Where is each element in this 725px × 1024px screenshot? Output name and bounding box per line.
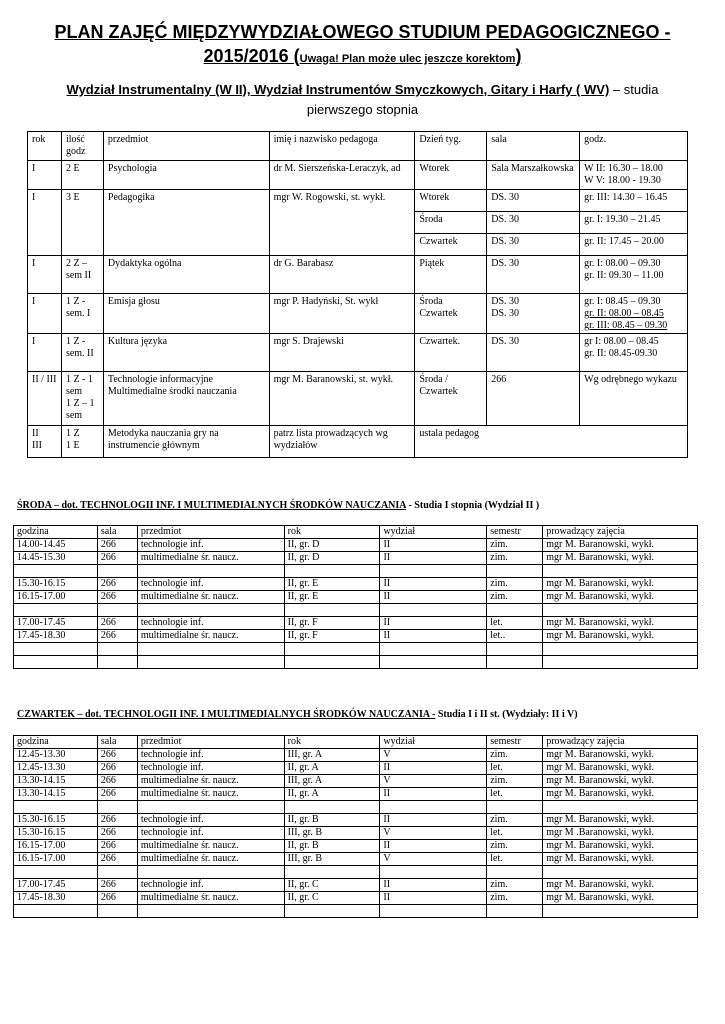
table-cell: 15.30-16.15 (14, 814, 98, 827)
cell: Środa Czwartek (415, 294, 487, 334)
faculty-line2: pierwszego stopnia (306, 102, 419, 117)
thu-header-cell: godzina (14, 736, 98, 749)
wed-header-cell: prowadzący zajęcia (543, 526, 698, 539)
cell: II III (28, 426, 62, 458)
table-row (14, 552, 698, 565)
table-cell: zim. (487, 539, 543, 552)
table-cell: let. (487, 788, 543, 801)
table-cell (543, 801, 698, 814)
table-cell: 17.45-18.30 (14, 630, 98, 643)
table-cell: zim. (487, 840, 543, 853)
cell: Wtorek (415, 190, 487, 212)
cell: Sala Marszałkowska (487, 161, 580, 190)
table-cell: II, gr. E (284, 591, 380, 604)
table-cell: 266 (97, 827, 137, 840)
table-cell: technologie inf. (137, 617, 284, 630)
table-cell: mgr M. Baranowski, wykł. (543, 552, 698, 565)
col-sala: sala (487, 132, 580, 161)
table-cell (137, 905, 284, 918)
table-cell (284, 604, 380, 617)
table-cell: let. (487, 762, 543, 775)
cell: gr. II: 17.45 – 20.00 (580, 234, 688, 256)
time-line: gr. II: 08.00 – 08.45 (584, 308, 664, 319)
faculty-line1 (0, 80, 725, 100)
table-cell (14, 905, 98, 918)
table-cell (487, 565, 543, 578)
table-cell: multimedialne śr. naucz. (137, 788, 284, 801)
table-cell: II (380, 539, 487, 552)
table-row (14, 656, 698, 669)
table-cell: technologie inf. (137, 879, 284, 892)
cell: gr. I: 19.30 – 21.45 (580, 212, 688, 234)
cell: Kultura języka (103, 334, 269, 372)
time-line: gr. I: 08.45 – 09.30 (584, 296, 661, 307)
cell: Czwartek. (415, 334, 487, 372)
table-cell: zim. (487, 591, 543, 604)
title-note: Uwaga! Plan może ulec jeszcze korektom (299, 53, 516, 65)
table-cell: II, gr. F (284, 630, 380, 643)
cell: gr. III: 14.30 – 16.45 (580, 190, 688, 212)
col-rok: rok (28, 132, 62, 161)
table-row (14, 775, 698, 788)
table-row (14, 866, 698, 879)
table-cell (487, 801, 543, 814)
cell: 3 E (61, 190, 103, 256)
table-cell (543, 565, 698, 578)
table-cell: 266 (97, 879, 137, 892)
table-cell: 266 (97, 591, 137, 604)
table-cell (137, 866, 284, 879)
table-cell: II (380, 578, 487, 591)
cell: 1 Z - 1 sem 1 Z – 1 sem (61, 372, 103, 426)
cell: I (28, 334, 62, 372)
table-row (14, 879, 698, 892)
table-row (14, 827, 698, 840)
table-cell: 266 (97, 539, 137, 552)
table-cell: technologie inf. (137, 827, 284, 840)
table-row (14, 801, 698, 814)
table-cell: 17.00-17.45 (14, 617, 98, 630)
table-cell (14, 866, 98, 879)
table-cell (97, 604, 137, 617)
cell: Środa (415, 212, 487, 234)
cell: dr G. Barabasz (269, 256, 415, 294)
table-cell (543, 656, 698, 669)
table-cell: II, gr. A (284, 762, 380, 775)
table-cell (543, 866, 698, 879)
table-row (28, 294, 688, 334)
thu-header-row (14, 736, 698, 749)
table-cell (487, 656, 543, 669)
table-cell: mgr M. Baranowski, wykł. (543, 578, 698, 591)
table-cell: 17.45-18.30 (14, 892, 98, 905)
table-cell: multimedialne śr. naucz. (137, 591, 284, 604)
table-cell: mgr M. Baranowski, wykł. (543, 892, 698, 905)
table-cell (137, 643, 284, 656)
table-cell (284, 801, 380, 814)
table-cell: 266 (97, 892, 137, 905)
table-cell: 16.15-17.00 (14, 591, 98, 604)
table-cell: II, gr. F (284, 617, 380, 630)
table-row (14, 578, 698, 591)
col-czas: godz. (580, 132, 688, 161)
table-cell (97, 643, 137, 656)
table-row (14, 853, 698, 866)
table-cell (284, 656, 380, 669)
thu-title-rest: Studia I i II st. (Wydziały: II i V) (435, 709, 578, 720)
cell: 266 (487, 372, 580, 426)
table-row (14, 749, 698, 762)
table-cell: mgr M. Baranowski, wykł. (543, 788, 698, 801)
cell: DS. 30 (487, 334, 580, 372)
table-cell (380, 604, 487, 617)
table-cell: 15.30-16.15 (14, 578, 98, 591)
cell: mgr M. Baranowski, st. wykł. (269, 372, 415, 426)
table-cell: 266 (97, 617, 137, 630)
table-row (28, 161, 688, 190)
table-cell (14, 656, 98, 669)
thu-header-cell: rok (284, 736, 380, 749)
table-cell: zim. (487, 879, 543, 892)
table-row (14, 591, 698, 604)
table-cell: technologie inf. (137, 539, 284, 552)
table-cell (380, 866, 487, 879)
table-cell: 266 (97, 814, 137, 827)
table-cell: zim. (487, 552, 543, 565)
cell: 1 Z 1 E (61, 426, 103, 458)
table-cell: 266 (97, 762, 137, 775)
cell: dr M. Sierszeńska-Leraczyk, ad (269, 161, 415, 190)
wed-header-cell: semestr (487, 526, 543, 539)
cell: Technologie informacyjne Multimedialne środki nauczania (103, 372, 269, 426)
table-cell (380, 643, 487, 656)
table-cell: 12.45-13.30 (14, 749, 98, 762)
table-cell: 266 (97, 630, 137, 643)
table-cell: multimedialne śr. naucz. (137, 630, 284, 643)
table-cell: III, gr. A (284, 749, 380, 762)
thu-header-cell: semestr (487, 736, 543, 749)
table-cell: multimedialne śr. naucz. (137, 840, 284, 853)
table-cell: technologie inf. (137, 814, 284, 827)
cell: gr. I: 08.00 – 09.30 gr. II: 09.30 – 11.00 (580, 256, 688, 294)
table-cell: II (380, 630, 487, 643)
wed-header-cell: sala (97, 526, 137, 539)
wed-header-row (14, 526, 698, 539)
col-pedagog: imię i nazwisko pedagoga (269, 132, 415, 161)
table-cell: let. (487, 853, 543, 866)
cell: I (28, 190, 62, 256)
cell: gr I: 08.00 – 08.45 gr. II: 08.45-09.30 (580, 334, 688, 372)
table-cell: II, gr. C (284, 879, 380, 892)
table-cell: II, gr. D (284, 552, 380, 565)
table-cell (380, 801, 487, 814)
table-row (28, 190, 688, 212)
table-cell: III, gr. B (284, 853, 380, 866)
table-cell (543, 604, 698, 617)
table-cell: multimedialne śr. naucz. (137, 775, 284, 788)
table-cell (284, 866, 380, 879)
table-cell (14, 643, 98, 656)
col-przedmiot: przedmiot (103, 132, 269, 161)
table-cell: mgr M. Baranowski, wykł. (543, 762, 698, 775)
table-row (28, 256, 688, 294)
table-cell: multimedialne śr. naucz. (137, 853, 284, 866)
table-cell: III, gr. B (284, 827, 380, 840)
cell: Metodyka nauczania gry na instrumencie głównym (103, 426, 269, 458)
table-cell: mgr M. Baranowski, wykł. (543, 617, 698, 630)
table-cell (543, 643, 698, 656)
table-cell: II, gr. E (284, 578, 380, 591)
table-cell: II, gr. C (284, 892, 380, 905)
main-table-header (28, 132, 688, 161)
table-cell: V (380, 853, 487, 866)
table-cell (487, 866, 543, 879)
table-cell (14, 801, 98, 814)
table-cell: mgr M. Baranowski, wykł. (543, 853, 698, 866)
table-row (14, 762, 698, 775)
table-cell: zim. (487, 892, 543, 905)
time-line: gr. III: 08.45 – 09.30 (584, 320, 668, 331)
table-cell: technologie inf. (137, 749, 284, 762)
cell: I (28, 256, 62, 294)
table-cell: II, gr. A (284, 788, 380, 801)
table-cell: II (380, 762, 487, 775)
table-cell (284, 643, 380, 656)
cell: 2 Z – sem II (61, 256, 103, 294)
cell: Wtorek (415, 161, 487, 190)
table-cell: technologie inf. (137, 578, 284, 591)
thursday-table (13, 735, 698, 918)
table-cell: mgr M. Baranowski, wykł. (543, 749, 698, 762)
table-cell: mgr M. Baranowski, wykł. (543, 840, 698, 853)
cell: Piątek (415, 256, 487, 294)
table-cell: 16.15-17.00 (14, 840, 98, 853)
table-cell (97, 866, 137, 879)
table-cell: zim. (487, 578, 543, 591)
table-cell: II, gr. B (284, 814, 380, 827)
table-cell (487, 604, 543, 617)
wed-header-cell: wydział (380, 526, 487, 539)
table-cell (97, 801, 137, 814)
table-cell (137, 604, 284, 617)
table-cell: let. (487, 827, 543, 840)
table-cell: mgr M. Baranowski, wykł. (543, 814, 698, 827)
wed-title-main: ŚRODA – dot. TECHNOLOGII INF. I MULTIMEDIALNYCH ŚRODKÓW NAUCZANIA (17, 500, 406, 511)
table-cell: zim. (487, 749, 543, 762)
table-cell: V (380, 749, 487, 762)
table-row (28, 334, 688, 372)
table-cell (380, 656, 487, 669)
table-cell: let. (487, 617, 543, 630)
cell: W II: 16.30 – 18.00 W V: 18.00 - 19.30 (580, 161, 688, 190)
table-cell: 14.45-15.30 (14, 552, 98, 565)
main-schedule-table (27, 131, 688, 458)
table-row (14, 840, 698, 853)
table-row (14, 892, 698, 905)
table-cell: let.. (487, 630, 543, 643)
table-cell: zim. (487, 775, 543, 788)
table-row (14, 643, 698, 656)
table-row (14, 630, 698, 643)
table-row (14, 565, 698, 578)
faculty-suffix: – studia (609, 82, 659, 97)
table-cell: 266 (97, 853, 137, 866)
table-cell: technologie inf. (137, 762, 284, 775)
table-cell (543, 905, 698, 918)
table-cell (284, 565, 380, 578)
table-cell: 266 (97, 788, 137, 801)
page-title-line1: PLAN ZAJĘĆ MIĘDZYWYDZIAŁOWEGO STUDIUM PEDAGOGICZNEGO - (54, 22, 671, 42)
table-cell (14, 604, 98, 617)
cell: DS. 30 (487, 256, 580, 294)
table-row (28, 372, 688, 426)
table-cell (97, 905, 137, 918)
table-cell (97, 565, 137, 578)
cell: DS. 30 (487, 190, 580, 212)
table-cell: 17.00-17.45 (14, 879, 98, 892)
table-cell: 12.45-13.30 (14, 762, 98, 775)
col-godz: ilość godz (61, 132, 103, 161)
cell: DS. 30 DS. 30 (487, 294, 580, 334)
title-end: ) (515, 46, 522, 66)
wed-header-cell: godzina (14, 526, 98, 539)
cell: 1 Z - sem. II (61, 334, 103, 372)
table-cell: 13.30-14.15 (14, 775, 98, 788)
cell: Środa / Czwartek (415, 372, 487, 426)
cell: I (28, 161, 62, 190)
table-cell: II (380, 879, 487, 892)
table-cell: II (380, 552, 487, 565)
cell: Emisja głosu (103, 294, 269, 334)
table-row (14, 788, 698, 801)
cell: II / III (28, 372, 62, 426)
table-cell: mgr M .Baranowski, wykł. (543, 827, 698, 840)
title-year: 2015/2016 ( (203, 46, 300, 66)
wed-header-cell: rok (284, 526, 380, 539)
table-row (28, 426, 688, 458)
table-cell: 266 (97, 749, 137, 762)
thu-header-cell: wydział (380, 736, 487, 749)
page-title-line2 (0, 44, 725, 71)
table-cell (137, 656, 284, 669)
thu-header-cell: prowadzący zajęcia (543, 736, 698, 749)
cell: Psychologia (103, 161, 269, 190)
table-cell: multimedialne śr. naucz. (137, 892, 284, 905)
table-cell (380, 905, 487, 918)
cell: mgr W. Rogowski, st. wykł. (269, 190, 415, 256)
table-cell (137, 565, 284, 578)
table-cell: II, gr. B (284, 840, 380, 853)
table-cell: mgr M. Baranowski, wykł. (543, 630, 698, 643)
table-cell (487, 905, 543, 918)
cell: mgr P. Hadyński, St. wykł (269, 294, 415, 334)
table-cell (380, 565, 487, 578)
table-cell: mgr M. Baranowski, wykł. (543, 539, 698, 552)
cell: patrz lista prowadzących wg wydziałów (269, 426, 415, 458)
table-row (14, 617, 698, 630)
cell: Wg odrębnego wykazu (580, 372, 688, 426)
thu-header-cell: sala (97, 736, 137, 749)
cell: Pedagogika (103, 190, 269, 256)
table-cell: 266 (97, 552, 137, 565)
table-cell: II (380, 840, 487, 853)
table-cell: II (380, 892, 487, 905)
thu-section-title (17, 709, 578, 720)
table-cell: V (380, 775, 487, 788)
table-cell: 16.15-17.00 (14, 853, 98, 866)
cell: ustala pedagog (415, 426, 688, 458)
table-cell: II (380, 591, 487, 604)
col-dzien: Dzień tyg. (415, 132, 487, 161)
table-cell: III, gr. A (284, 775, 380, 788)
cell: DS. 30 (487, 212, 580, 234)
table-cell: 13.30-14.15 (14, 788, 98, 801)
table-row (14, 539, 698, 552)
table-cell (137, 801, 284, 814)
table-cell: mgr M. Baranowski, wykł. (543, 775, 698, 788)
table-cell: V (380, 827, 487, 840)
table-row (14, 814, 698, 827)
table-cell (14, 565, 98, 578)
cell: I (28, 294, 62, 334)
cell: Dydaktyka ogólna (103, 256, 269, 294)
table-cell: II (380, 617, 487, 630)
thu-title-main: CZWARTEK – dot. TECHNOLOGII INF. I MULTIMEDIALNYCH ŚRODKÓW NAUCZANIA - (17, 709, 436, 720)
table-cell: II (380, 814, 487, 827)
table-cell (284, 905, 380, 918)
wednesday-table (13, 525, 698, 669)
table-cell (487, 643, 543, 656)
table-row (14, 604, 698, 617)
thu-header-cell: przedmiot (137, 736, 284, 749)
cell: mgr S. Drajewski (269, 334, 415, 372)
table-cell: mgr M. Baranowski, wykł. (543, 591, 698, 604)
table-cell: 266 (97, 840, 137, 853)
cell (580, 294, 688, 334)
wed-header-cell: przedmiot (137, 526, 284, 539)
table-cell: 14.00-14.45 (14, 539, 98, 552)
table-cell: 15.30-16.15 (14, 827, 98, 840)
table-cell: mgr M. Baranowski, wykł. (543, 879, 698, 892)
table-row (14, 905, 698, 918)
table-cell (97, 656, 137, 669)
wed-title-rest: - Studia I stopnia (Wydział II ) (405, 500, 540, 511)
table-cell: II (380, 788, 487, 801)
table-cell: zim. (487, 814, 543, 827)
cell: 1 Z - sem. I (61, 294, 103, 334)
table-cell: 266 (97, 775, 137, 788)
cell: DS. 30 (487, 234, 580, 256)
table-cell: II, gr. D (284, 539, 380, 552)
faculty-name: Wydział Instrumentalny (W II), Wydział Instrumentów Smyczkowych, Gitary i Harfy ( WV) (66, 82, 610, 97)
table-cell: multimedialne śr. naucz. (137, 552, 284, 565)
wed-section-title (17, 500, 539, 511)
cell: 2 E (61, 161, 103, 190)
cell: Czwartek (415, 234, 487, 256)
table-cell: 266 (97, 578, 137, 591)
